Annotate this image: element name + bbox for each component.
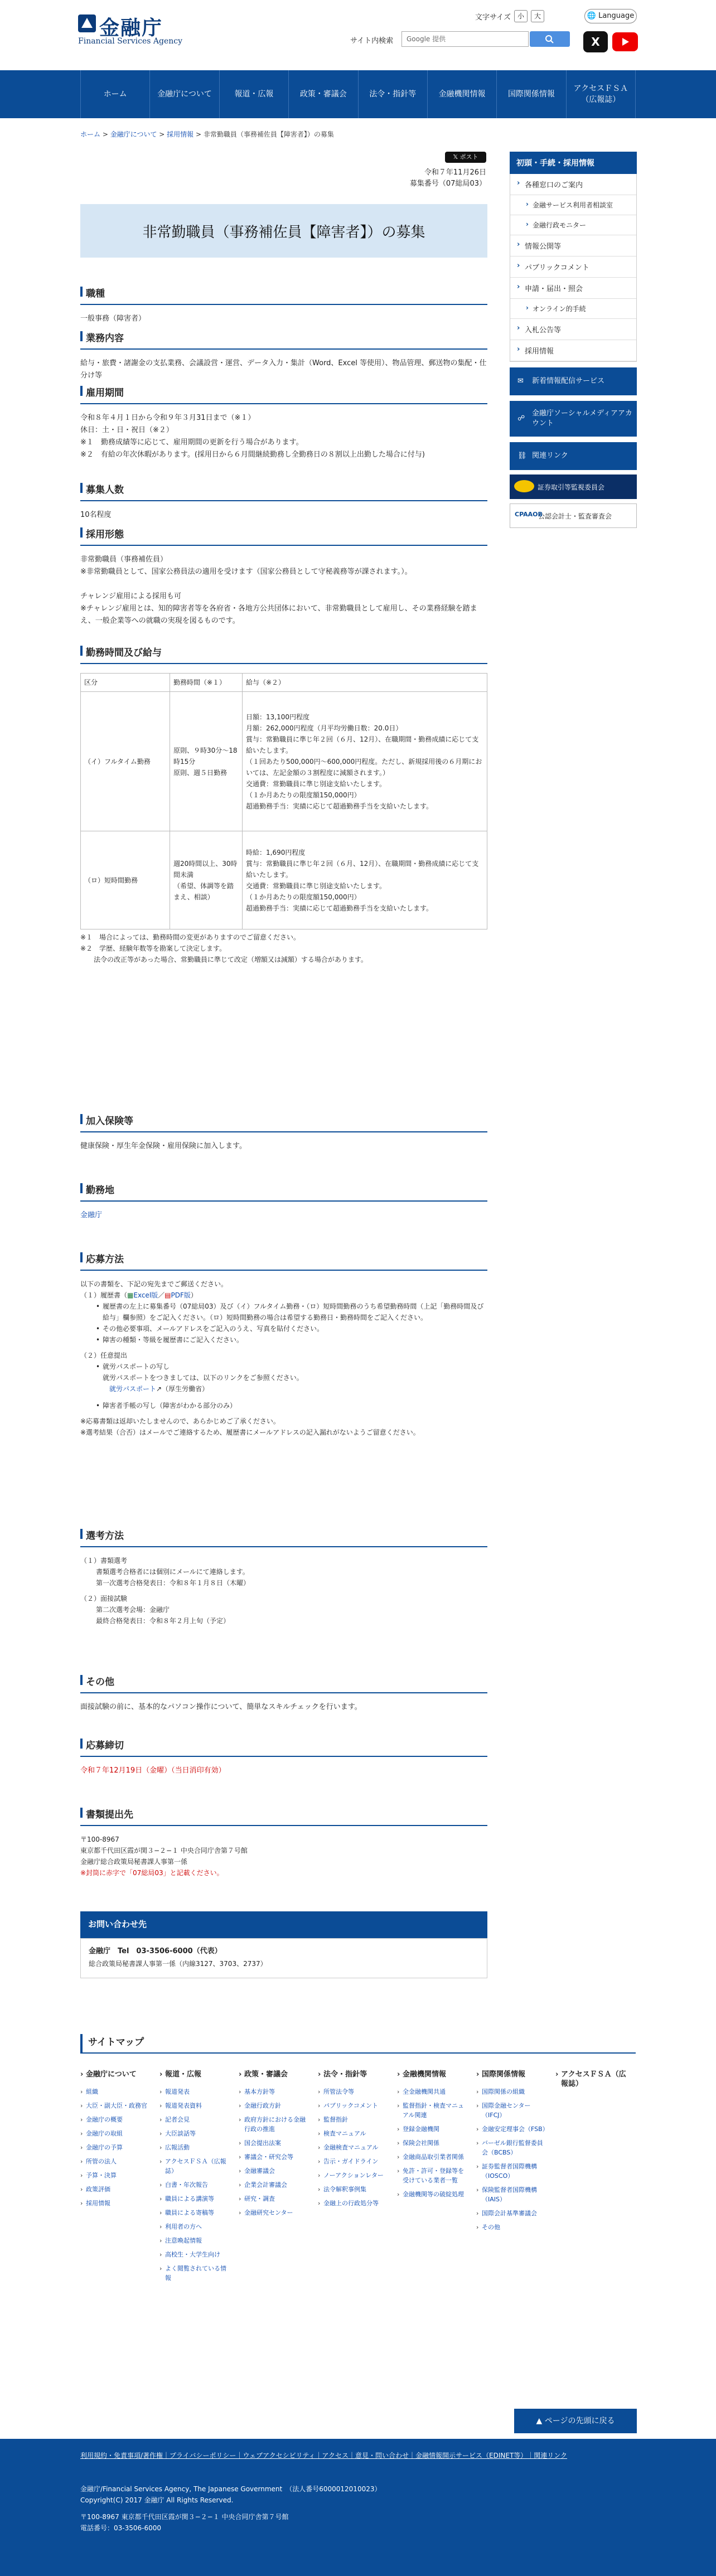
sidebar-item[interactable]: › 金融行政モニター [510, 215, 636, 235]
banner-label: 金融庁ソーシャルメディアアカウント [532, 409, 632, 428]
nav-item[interactable]: 政策・審議会 [288, 70, 357, 118]
sitemap-column [397, 2070, 470, 2204]
mhlw-label: （厚生労働省） [162, 1385, 209, 1393]
section-heading: 職種 [80, 285, 487, 305]
sitemap-link[interactable]: › 高校生・大学生向け [159, 2250, 232, 2259]
section-text: 面接試験の前に、基本的なパソコン操作について、簡単なスキルチェックを行います。 [80, 1703, 362, 1711]
nav-item[interactable]: アクセスＦＳＡ（広報誌） [566, 70, 636, 118]
resume-excel-link[interactable]: Excel版 [133, 1291, 158, 1299]
nav-item[interactable]: 金融庁について [149, 70, 219, 118]
section-heading: 応募締切 [80, 1737, 487, 1757]
section-heading: 応募方法 [80, 1251, 487, 1271]
sitemap-column-heading[interactable]: › 報道・広報 [159, 2070, 232, 2079]
sitemap-link[interactable]: › 登録金融機関 [397, 2124, 470, 2134]
sitemap-link[interactable]: › 研究・調査 [239, 2194, 311, 2204]
breadcrumb-about[interactable]: 金融庁について [110, 130, 157, 138]
sitemap-link[interactable]: › 職員による寄稿等 [159, 2208, 232, 2217]
section-heading: 業務内容 [80, 330, 487, 350]
footer-phone: 電話番号：03-3506-6000 [80, 2524, 162, 2532]
section-hours-salary [80, 645, 487, 965]
sitemap-column-heading[interactable]: › アクセスＦＳＡ（広報誌） [555, 2070, 628, 2089]
apply-item-2: （２）任意提出 [80, 1352, 128, 1359]
nav-item[interactable]: ホーム [80, 70, 149, 118]
arrow-up-icon: ▲ [536, 2417, 545, 2425]
section-heading: その他 [80, 1674, 487, 1693]
section-heading: 選考方法 [80, 1528, 487, 1547]
table-cell: （イ）フルタイム勤務 [81, 692, 170, 831]
logo-title: 金融庁 [99, 17, 163, 40]
sitemap-link[interactable]: › 職員による講演等 [159, 2194, 232, 2204]
sitemap-column-heading[interactable]: › 国際関係情報 [476, 2070, 549, 2079]
table-header-row [81, 674, 487, 692]
sitemap-link[interactable]: › 金融庁の取組 [80, 2129, 153, 2138]
footer-copyright: Copyright(C) 2017 金融庁 All Rights Reserved. [80, 2496, 234, 2504]
table-note-1: ※１ 場合によっては、勤務時間の変更がありますのでご留意ください。 [80, 933, 301, 941]
sitemap-column-heading[interactable]: › 法令・指針等 [318, 2070, 390, 2079]
sidebar-item[interactable]: › 採用情報 [510, 340, 636, 361]
nav-item[interactable]: 法令・指針等 [358, 70, 427, 118]
post-dateline [390, 167, 486, 190]
sitemap-link[interactable]: › バーゼル銀行監督委員会（BCBS） [476, 2138, 549, 2157]
language-button[interactable]: 🌐 Language [584, 9, 637, 23]
breadcrumb-current: 非常勤職員（事務補佐員【障害者】）の募集 [203, 130, 334, 138]
sitemap-link[interactable]: › 政府方針における金融行政の推進 [239, 2115, 311, 2134]
nav-item[interactable]: 報道・広報 [219, 70, 288, 118]
banner-label: 証券取引等監視委員会 [538, 483, 605, 491]
hours-salary-table [80, 673, 487, 929]
period-note-1: ※１ 勤務成績等に応じて、雇用期間の更新を行う場合があります。 [80, 438, 303, 447]
sitemap-link[interactable]: › その他 [476, 2222, 549, 2232]
sitemap-link[interactable]: › 法令解釈事例集 [318, 2185, 390, 2194]
sitemap-link[interactable]: › 検査マニュアル [318, 2129, 390, 2138]
sitemap-link[interactable]: › 国際会計基準審議会 [476, 2209, 549, 2218]
sitemap-link[interactable]: › 所管の法人 [80, 2157, 153, 2166]
x-post-button[interactable]: 𝕏 ポスト [445, 152, 486, 163]
section-headcount [80, 482, 487, 521]
excel-icon: ▦ [127, 1291, 134, 1299]
share-icon: ☍ [517, 414, 525, 423]
banner-label: 関連リンク [532, 452, 568, 460]
sitemap-link[interactable]: › 組織 [80, 2087, 153, 2096]
section-heading: 勤務地 [80, 1182, 487, 1202]
apply-intro: 以下の書類を、下記の宛先までご郵送ください。 [80, 1280, 228, 1288]
resume-pdf-link[interactable]: PDF版 [171, 1291, 191, 1299]
breadcrumb-recruit[interactable]: 採用情報 [167, 130, 194, 138]
sitemap-link[interactable]: › 報道発表 [159, 2087, 232, 2096]
site-header [0, 0, 716, 70]
table-row [81, 831, 487, 929]
table-header: 勤務時間（※１） [170, 674, 243, 692]
section-heading: 雇用期間 [80, 385, 487, 404]
sidebar-item[interactable]: › パブリックコメント [510, 256, 636, 278]
holiday-line: 休日：土・日・祝日（※２） [80, 426, 173, 434]
sitemap-column [80, 2070, 153, 2212]
sitemap-link[interactable]: › パブリックコメント [318, 2101, 390, 2110]
sitemap-column [318, 2070, 390, 2212]
page-title: 非常勤職員（事務補佐員【障害者】）の募集 [80, 204, 487, 258]
back-to-top-button[interactable] [514, 2409, 637, 2433]
sesc-logo-icon [514, 480, 534, 492]
table-header: 区分 [81, 674, 170, 692]
section-how-to-apply: 応募方法 以下の書類を、下記の宛先までご郵送ください。 （１）履歴書（▦Excel版／▤PDF版） • 履歴書の左上に募集番号（07総局03）及び（イ）フルタイム勤務・（ロ）短時間勤務のうち希望勤務時間（上記「勤務時間及び給与」欄参照）をご記入ください。（ロ）短時間勤務の場合は希望する勤務日・勤務時間をご記入ください。 • その他必要事項、メールアドレスをご記入のうえ、写真を貼付ください。 • 障害の種類・等級を履歴書にご記入ください。 （２）任意提出 • 就労パスポートの写し 就労パスポートをつきましては、以下のリンクをご参照ください。 就労パスポート↗（厚生労働省） • 障害者手帳の写し（障害がわかる部分のみ） ※応募書類は返却いたしませんので、あらかじめご了承ください。 ※選考結果（合否）はメールでご連絡するため、履歴書にメールアドレスの記入漏れがないようご留意ください。 [80, 1251, 487, 1438]
global-nav [0, 70, 716, 118]
envelope-note: ※封筒に赤字で「07総局03」と記載ください。 [80, 1869, 224, 1877]
sitemap-column-heading[interactable]: › 政策・審議会 [239, 2070, 311, 2079]
sitemap-link[interactable]: › よく閲覧されている情報 [159, 2264, 232, 2283]
x-post-label: ポスト [459, 153, 478, 161]
sitemap-link[interactable]: › 金融検査マニュアル [318, 2143, 390, 2152]
back-to-top-label: ページの先頭に戻る [544, 2417, 615, 2425]
sitemap-link[interactable]: › 注意喚起情報 [159, 2236, 232, 2245]
sitemap-link[interactable]: › 金融行政方針 [239, 2101, 311, 2110]
section-job-type [80, 285, 487, 325]
section-insurance [80, 1113, 487, 1153]
mail-icon: ✉ [517, 377, 524, 385]
youtube-icon[interactable] [612, 32, 638, 51]
list-item: • 障害の種類・等級を履歴書にご記入ください。 [94, 1334, 487, 1345]
x-social-icon[interactable]: X [583, 31, 608, 52]
section-duties [80, 330, 487, 382]
sidebar [510, 152, 637, 528]
table-cell: 週20時間以上、30時間未満 （希望、体調等を踏まえ、相談） [170, 831, 243, 929]
contact-dept: 総合政策局秘書課人事第一係（内線3127、3703、2737） [89, 1960, 267, 1968]
apply-item-1: （１）履歴書（ [80, 1291, 128, 1299]
list-item: • 障害者手帳の写し（障害がわかる部分のみ） [94, 1400, 487, 1411]
post-date: 令和７年11月26日 [424, 168, 486, 177]
selection-step-2a: 第二次選考会場：金融庁 [96, 1606, 170, 1614]
sitemap-link[interactable]: › 利用者の方へ [159, 2222, 232, 2231]
cpaaob-logo-icon: CPAAOB [515, 511, 543, 518]
section-heading: 募集人数 [80, 482, 487, 501]
type-note: ※非常勤職員として、国家公務員法の適用を受けます（国家公務員として守秘義務等が課されます。）。 [80, 568, 412, 576]
sitemap-link[interactable]: › 国際関係の組織 [476, 2087, 549, 2096]
footer-links[interactable] [80, 2450, 636, 2461]
selection-step-2: （２）面接試験 [80, 1595, 128, 1602]
font-large-button[interactable]: 大 [531, 10, 544, 22]
related-links-banner[interactable] [510, 442, 637, 470]
selection-step-1: （１）書類選考 [80, 1557, 128, 1565]
sitemap-link[interactable]: › 保険会社関係 [397, 2138, 470, 2148]
sesc-banner[interactable] [510, 474, 637, 499]
sitemap-link[interactable]: › 白書・年次報告 [159, 2180, 232, 2190]
logo-subtitle: Financial Services Agency [78, 37, 183, 46]
sitemap-link[interactable]: › 金融庁の概要 [80, 2115, 153, 2124]
passport-note: 就労パスポートをつきましては、以下のリンクをご参照ください。 [103, 1374, 303, 1382]
contact-heading: お問い合わせ先 [80, 1911, 487, 1938]
sitemap-link[interactable]: › 報道発表資料 [159, 2101, 232, 2110]
sitemap-link[interactable]: › 全金融機関共通 [397, 2087, 470, 2096]
sidebar-item[interactable]: › 情報公開等 [510, 235, 636, 256]
sidebar-item[interactable]: › 入札公告等 [510, 319, 636, 340]
section-employment-period [80, 385, 487, 461]
apply-note-1: ※応募書類は返却いたしませんので、あらかじめご了承ください。 [80, 1417, 280, 1425]
sitemap-link[interactable]: › 企業会計審議会 [239, 2180, 311, 2190]
sitemap-link[interactable]: › 大臣・副大臣・政務官 [80, 2101, 153, 2110]
sitemap-link[interactable]: › 採用情報 [80, 2199, 153, 2208]
breadcrumb: ホーム > 金融庁について > 採用情報 > 非常勤職員（事務補佐員【障害者】）の募集 [80, 130, 334, 138]
table-note-3: 法令の改正等があった場合、常勤職員に準じて改定（増額又は減額）する場合があります。 [80, 956, 367, 963]
sitemap-column [476, 2070, 549, 2236]
postal-code: 〒100-8967 [80, 1836, 119, 1843]
sitemap-link[interactable]: › 所管法令等 [318, 2087, 390, 2096]
fsa-logo[interactable] [77, 11, 188, 50]
sitemap-link[interactable]: › 証券監督者国際機構（IOSCO） [476, 2162, 549, 2181]
apply-note-2: ※選考結果（合否）はメールでご連絡するため、履歴書にメールアドレスの記入漏れがないようご留意ください。 [80, 1429, 420, 1436]
site-search-label: サイト内検索 [350, 37, 394, 45]
contact-phone: 金融庁 Tel 03-3506-6000（代表） [89, 1947, 222, 1955]
sitemap-link[interactable]: › 政策評価 [80, 2185, 153, 2194]
sitemap-column [159, 2070, 232, 2287]
sitemap-link[interactable]: › 告示・ガイドライン [318, 2157, 390, 2166]
workplace-link[interactable]: 金融庁 [80, 1211, 103, 1219]
language-label: Language [598, 12, 635, 20]
sitemap-link[interactable]: › 金融商品取引業者関係 [397, 2152, 470, 2162]
sidebar-heading: 初頭・手続・採用情報 [510, 152, 637, 174]
table-cell: 時給：1,690円程度 賞与：常勤職員に準じ年２回（６月、12月）、在職期間・勤務成績に応じて支給いたします。 交通費：常勤職員に準じ別途支給いたします。 （１か月あたりの限度額150,000円） 超過勤務手当：実績に応じて超過勤務手当を支給いたします。 [243, 831, 487, 929]
sidebar-item[interactable]: › 各種窓口のご案内 [510, 174, 636, 195]
challenge-note: ※チャレンジ雇用とは、知的障害者等を各府省・各地方公共団体において、非常勤職員として雇用し、その業務経験を踏まえ、一般企業等への就職の実現を図るものです。 [80, 604, 477, 625]
banner-label: 新着情報配信サービス [532, 377, 605, 385]
sitemap-column-heading[interactable]: › 金融庁について [80, 2070, 153, 2079]
sitemap-column-heading[interactable]: › 金融機関情報 [397, 2070, 470, 2079]
fsa-logo-mark-icon [77, 13, 97, 33]
deadline-text: 令和７年12月19日（金曜）（当日消印有効） [80, 1766, 226, 1775]
table-note-2: ※２ 学歴、経験年数等を勘案して決定します。 [80, 945, 226, 952]
list-item: • 就労パスポートの写し [94, 1361, 487, 1372]
breadcrumb-home[interactable]: ホーム [80, 130, 101, 138]
section-heading: 採用形態 [80, 526, 487, 546]
table-row [81, 692, 487, 831]
sitemap-link[interactable]: › 広報活動 [159, 2143, 232, 2152]
table-cell: 日額：13,100円程度 月額：262,000円程度（月平均労働日数：20.0日） 賞与：常勤職員に準じ年２回（６月、12月）、在職期間・勤務成績に応じて支給いたします。 （１回あたり500,000円〜600,000円程度。ただし、新規採用後の６月期においては、左記金額の３割程度に減額されます。） 交通費：常勤職員に準じ別途支給いたします。 （１か月あたりの限度額150,000円） 超過勤務手当：実績に応じて超過勤務手当を支給いたします。 [243, 692, 487, 831]
external-link-icon: ↗ [156, 1385, 162, 1393]
list-item: • 履歴書の左上に募集番号（07総局03）及び（イ）フルタイム勤務・（ロ）短時間勤務のうち希望勤務時間（上記「勤務時間及び給与」欄参照）をご記入ください。（ロ）短時間勤務の場合は希望する勤務日・勤務時間をご記入ください。 [94, 1301, 487, 1323]
section-submission [80, 1807, 487, 1878]
sitemap-link[interactable]: › 国会提出法案 [239, 2138, 311, 2148]
sitemap-link[interactable]: › 審議会・研究会等 [239, 2152, 311, 2162]
sidebar-list [510, 174, 637, 362]
selection-step-1a: 書類選考合格者には個別にメールにて連絡します。 [96, 1568, 249, 1576]
table-header: 給与（※２） [243, 674, 487, 692]
sitemap-link[interactable]: › ノーアクションレター [318, 2171, 390, 2180]
section-text: 健康保険・厚生年金保険・雇用保険に加入します。 [80, 1142, 246, 1150]
sitemap-link[interactable]: › 金融庁の予算 [80, 2143, 153, 2152]
section-text: 10名程度 [80, 511, 112, 519]
sitemap-link[interactable]: › 予算・決算 [80, 2171, 153, 2180]
period-note-2: ※２ 有給の年次休暇があります。(採用日から６月間継続勤務し全勤務日の８割以上出勤した場合に付与) [80, 451, 425, 459]
table-cell: 原則、９時30分〜18時15分 原則、週５日勤務 [170, 692, 243, 831]
sitemap-link[interactable]: › 記者会見 [159, 2115, 232, 2124]
sitemap-link[interactable]: › 基本方針等 [239, 2087, 311, 2096]
search-icon [530, 31, 570, 47]
site-footer [0, 2439, 716, 2576]
pdf-icon: ▤ [165, 1291, 171, 1299]
section-heading: 勤務時間及び給与 [80, 645, 487, 664]
work-passport-link[interactable]: 就労パスポート [109, 1385, 157, 1393]
challenge-line: チャレンジ雇用による採用も可 [80, 592, 181, 601]
sitemap-column [239, 2070, 311, 2222]
recipient: 金融庁総合政策局秘書課人事第一係 [80, 1858, 188, 1866]
footer-org: 金融庁/Financial Services Agency, The Japanese Government （法人番号6000012010023） [80, 2485, 381, 2493]
news-delivery-banner[interactable] [510, 367, 637, 395]
type-line: 非常勤職員（事務補佐員） [80, 555, 168, 564]
section-workplace [80, 1182, 487, 1222]
section-employment-type [80, 526, 487, 627]
selection-step-1b: 第一次選考合格発表日：令和８年１月８日（木曜） [96, 1579, 250, 1587]
section-deadline [80, 1737, 487, 1777]
sitemap-link[interactable]: › 保険監督者国際機構（IAIS） [476, 2185, 549, 2204]
apply-item-1-close: ） [190, 1291, 197, 1299]
link-icon: ⛓ [517, 452, 527, 460]
social-media-banner[interactable] [510, 401, 637, 437]
section-heading: 加入保険等 [80, 1113, 487, 1132]
search-input[interactable]: Google 提供 [401, 31, 529, 47]
banner-label: 公認会計士・監査審査会 [538, 512, 612, 520]
footer-links-text[interactable]: 利用規約・免責事項/著作権｜プライバシーポリシー｜ウェブアクセシビリティ｜アクセス｜意見・問い合わせ｜金融情報開示サービス（EDINET等）｜関連リンク [80, 2452, 568, 2459]
recruit-number: 募集番号（07総局03） [409, 180, 486, 188]
address: 東京都千代田区霞が関３−２−１ 中央合同庁舎第７号館 [80, 1847, 248, 1854]
sitemap-link[interactable]: › 金融研究センター [239, 2208, 311, 2217]
period-line: 令和８年４月１日から令和９年３月31日まで（※１） [80, 414, 255, 422]
section-other [80, 1674, 487, 1713]
nav-item[interactable]: 国際関係情報 [496, 70, 565, 118]
list-item: • その他必要事項、メールアドレスをご記入のうえ、写真を貼付ください。 [94, 1323, 487, 1334]
nav-item[interactable]: 金融機関情報 [427, 70, 496, 118]
section-text: 給与・旅費・諸謝金の支払業務、会議設営・運営、データ入力・集計（Word、Excel 等使用）、物品管理、郵送物の集配・仕分け等 [80, 359, 487, 380]
sidebar-item[interactable]: › 金融サービス利用者相談室 [510, 195, 636, 215]
sitemap-link[interactable]: › アクセスＦＳＡ（広報誌） [159, 2157, 232, 2176]
footer-address: 〒100-8967 東京都千代田区霞が関３−２−１ 中央合同庁舎第７号館 [80, 2513, 289, 2521]
sitemap-link[interactable]: › 金融審議会 [239, 2166, 311, 2176]
selection-step-2b: 最終合格発表日：令和８年２月上旬（予定） [96, 1617, 230, 1625]
contact-box [80, 1938, 487, 1978]
sitemap-link[interactable]: › 大臣談話等 [159, 2129, 232, 2138]
sitemap-heading: サイトマップ [80, 2034, 636, 2054]
search-button[interactable] [530, 31, 570, 47]
sitemap-link[interactable]: › 監督指針・検査マニュアル関連 [397, 2101, 470, 2120]
table-cell: （ロ）短時間勤務 [81, 831, 170, 929]
cpaaob-banner[interactable] [510, 503, 637, 528]
sidebar-item[interactable]: › 申請・届出・照会 [510, 278, 636, 299]
sitemap-link[interactable]: › 監督指針 [318, 2115, 390, 2124]
sitemap-link[interactable]: › 金融安定理事会（FSB） [476, 2124, 549, 2134]
sitemap-link[interactable]: › 国際金融センター（IFCJ） [476, 2101, 549, 2120]
font-size-control [475, 10, 544, 22]
sitemap-link[interactable]: › 金融機関等の破綻処理 [397, 2190, 470, 2199]
sitemap-link[interactable]: › 金融上の行政処分等 [318, 2199, 390, 2208]
sitemap-column [555, 2070, 628, 2096]
section-text: 一般事務（障害者） [80, 314, 146, 323]
font-size-label: 文字サイズ [475, 13, 511, 22]
sitemap-link[interactable]: › 免許・許可・登録等を受けている業者一覧 [397, 2166, 470, 2185]
section-heading: 書類提出先 [80, 1807, 487, 1826]
sidebar-item[interactable]: › オンライン的手続 [510, 299, 636, 319]
font-small-button[interactable]: 小 [514, 10, 528, 22]
section-selection [80, 1528, 487, 1626]
